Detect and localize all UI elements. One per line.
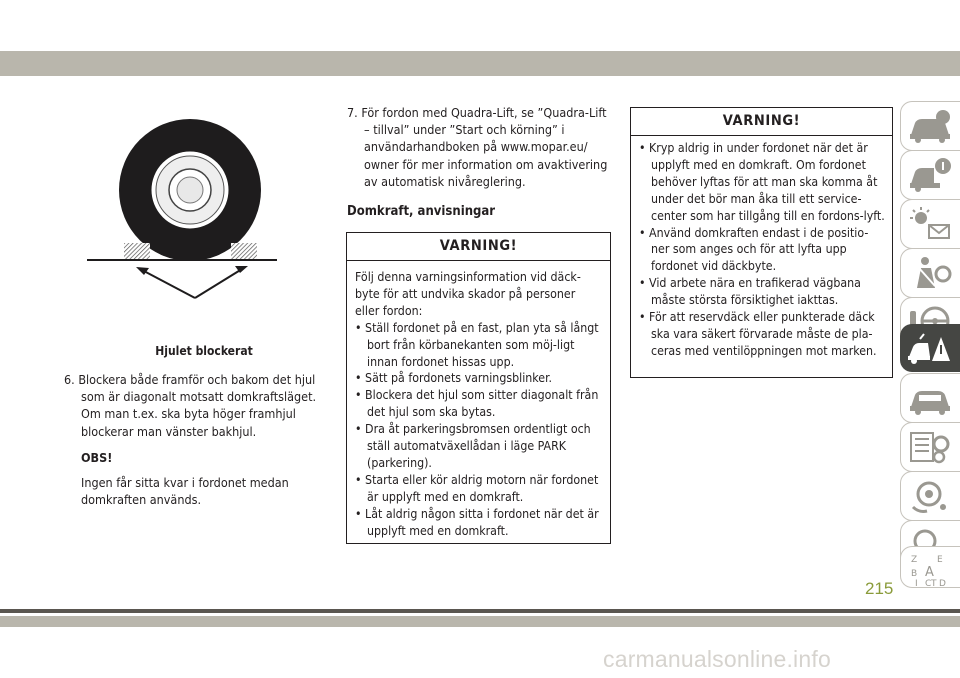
svg-text:E: E [937, 555, 943, 565]
svg-text:C: C [925, 579, 932, 588]
step-6 [64, 371, 325, 440]
footer-watermark: carmanualsonline.info [603, 646, 831, 672]
warning-bullet: • Kryp aldrig in under fordonet när det är upplyft med en domkraft. Om fordonet behöver lyftas för att man ska komma åt under det bör man åka till ett service-center som har tillgång till en fordons-lyft. [639, 141, 885, 223]
step-7-number: 7. [347, 105, 358, 120]
chock-right [231, 243, 257, 260]
chapter-tab-car-info[interactable] [900, 101, 960, 151]
step-7 [347, 104, 614, 190]
warning-bullet: • Använd domkraften endast i de positio-ner som anges och för att lyfta upp fordonet vid däckbyte. [639, 225, 869, 274]
alphabet-index-icon [907, 552, 953, 588]
footer-band [0, 616, 960, 627]
car-warning-info-icon [907, 156, 953, 194]
chapter-tab-safety[interactable] [900, 248, 960, 298]
svg-text:D: D [939, 579, 946, 588]
chapter-tab-emergency[interactable] [900, 324, 960, 372]
warning-intro: Följ denna varningsinformation vid däck-byte för att undvika skador på personer eller fordon: [355, 270, 581, 318]
warning-box-safety [630, 107, 893, 378]
header-band [0, 51, 960, 76]
warning-bullet: • För att reservdäck eller punkterade däck ska vara säkert förvarade måste de pla-ceras med ventilöppningen mot marken. [639, 310, 877, 358]
svg-text:A: A [925, 565, 934, 580]
step-6-number: 6. [64, 372, 75, 387]
car-info-icon [907, 107, 953, 145]
svg-text:T: T [931, 579, 937, 588]
svg-text:I: I [915, 579, 918, 588]
specifications-gear-icon [907, 428, 953, 466]
seatbelt-airbag-icon [907, 254, 953, 292]
footer-rule [0, 609, 960, 613]
page-number: 215 [865, 579, 894, 598]
tire-illustration [119, 119, 261, 261]
figure-caption: Hjulet blockerat [155, 344, 253, 358]
step-6-text: Blockera både framför och bakom det hjul som är diagonalt motsatt domkraftsläget. Om man t.ex. ska byta höger framhjul blockerar man vänster bakhjul. [78, 372, 317, 439]
note-title: OBS! [81, 450, 113, 465]
chapter-tab-index[interactable] [900, 546, 960, 588]
car-service-icon [907, 379, 953, 417]
chapter-tab-lights-messages[interactable] [900, 199, 960, 249]
chapter-tab-service[interactable] [900, 373, 960, 423]
warning-bullet: • Blockera det hjul som sitter diagonalt från det hjul som ska bytas. [355, 388, 599, 420]
roadside-emergency-icon [906, 329, 952, 367]
warning-title: VARNING! [722, 113, 801, 129]
note-text: Ingen får sitta kvar i fordonet medan domkraften används. [81, 475, 289, 508]
step-7-text: För fordon med Quadra-Lift, se ”Quadra-Lift – tillval” under ”Start och körning” i användarhandboken på www.mopar.eu/ owner för mer information om avaktivering av automatisk nivåreglering. [361, 105, 608, 189]
chapter-tab-warning-info[interactable] [900, 150, 960, 200]
chapter-tab-multimedia[interactable] [900, 471, 960, 521]
pointer-arrows [142, 269, 242, 298]
warning-title: VARNING! [439, 238, 518, 254]
chapter-tab-specifications[interactable] [900, 422, 960, 472]
warning-bullet: • Vid arbete nära en trafikerad vägbana måste största försiktighet iakttas. [639, 276, 861, 308]
warning-bullet: • Starta eller kör aldrig motorn när fordonet är upplyft med en domkraft. [355, 472, 599, 504]
warning-bullet: • Sätt på fordonets varningsblinker. [355, 371, 552, 386]
warning-bullet: • Låt aldrig någon sitta i fordonet när det är upplyft med en domkraft. [355, 506, 599, 538]
wheel-chock-figure [87, 102, 277, 307]
svg-text:Z: Z [911, 555, 918, 565]
warning-box-jacking [346, 232, 611, 544]
svg-text:B: B [911, 569, 918, 579]
warning-bullet: • Dra åt parkeringsbromsen ordentligt och ställ automatväxellådan i läge PARK (parkering). [355, 422, 591, 470]
light-message-icon [907, 205, 953, 243]
warning-bullet: • Ställ fordonet på en fast, plan yta så långt bort från körbanekanten som möj-ligt innan fordonet hissas upp. [355, 320, 599, 369]
section-heading: Domkraft, anvisningar [347, 204, 496, 219]
multimedia-icon [907, 477, 953, 515]
chock-left [124, 243, 150, 260]
